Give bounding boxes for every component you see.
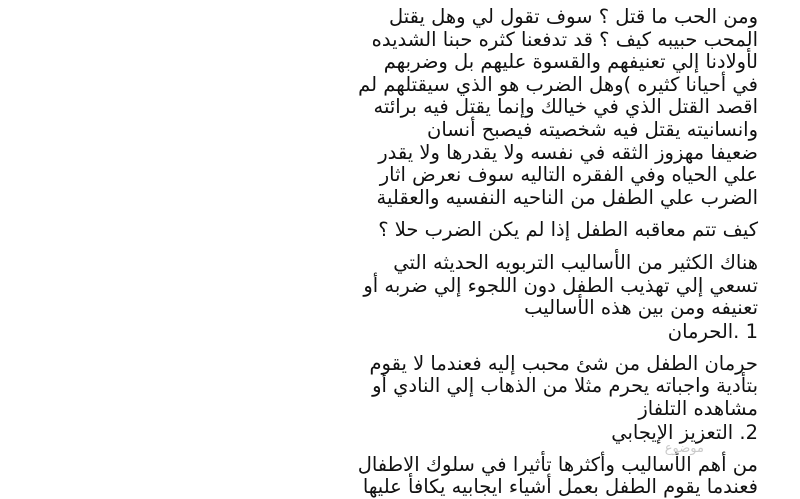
text-line: مشاهده التلفاز xyxy=(638,396,758,420)
methods-intro-paragraph xyxy=(88,252,758,320)
text-line: كيف تتم معاقبه الطفل إذا لم يكن الضرب حلا ؟ xyxy=(378,218,758,242)
text-line: لأولادنا إلي تعنيفهم والقسوة عليهم بل وضربهم xyxy=(383,50,758,74)
deprivation-paragraph xyxy=(88,353,758,421)
text-line: ومن الحب ما قتل ؟ سوف تقول لي وهل يقتل xyxy=(388,5,758,28)
text-line: من أهم الأساليب وأكثرها تأثيرا في سلوك الاطفال xyxy=(357,452,758,476)
text-line: الضرب علي الطفل من الناحيه النفسيه والعقلية xyxy=(376,185,758,209)
text-line: المحب حبيبه كيف ؟ قد تدفعنا كثره حبنا الشديده xyxy=(371,27,758,51)
reinforcement-paragraph xyxy=(88,454,758,499)
question-paragraph xyxy=(88,219,758,242)
text-line: علي الحياه وفي الفقره التاليه سوف نعرض اثار xyxy=(379,163,758,187)
text-line: هناك الكثير من الأساليب التربويه الحديثه التي xyxy=(393,250,758,274)
section-heading-deprivation: 1 .الحرمان xyxy=(667,319,758,343)
text-line: تسعي إلي تهذيب الطفل دون اللجوء إلي ضربه أو xyxy=(363,273,758,297)
text-line: حرمان الطفل من شئ محبب إليه فعندما لا يقوم xyxy=(369,351,758,375)
text-line: في أحيانا كثيره )وهل الضرب هو الذي سيقتلهم لم xyxy=(358,72,758,96)
text-line: فعندما يقوم الطفل بعمل أشياء ايجابيه يكافأ عليها xyxy=(362,475,758,499)
intro-paragraph xyxy=(88,6,758,209)
section-heading-reinforcement: 2. التعزيز الإيجابي xyxy=(611,420,758,444)
text-line: وانسانيته يقتل فيه شخصيته فيصبح أنسان xyxy=(427,117,758,141)
site-watermark: موضوع xyxy=(664,441,704,456)
text-line: اقصد القتل الذي في خيالك وإنما يقتل فيه برائته xyxy=(373,95,758,119)
text-line: تعنيفه ومن بين هذه الأساليب xyxy=(524,296,758,320)
text-line: ضعيفا مهزوز الثقه في نفسه ولا يقدرها ولا يقدر xyxy=(378,140,758,164)
article-body xyxy=(88,6,758,499)
text-line: بتأدية واجباته يحرم مثلا من الذهاب إلي النادي أو xyxy=(372,374,758,398)
